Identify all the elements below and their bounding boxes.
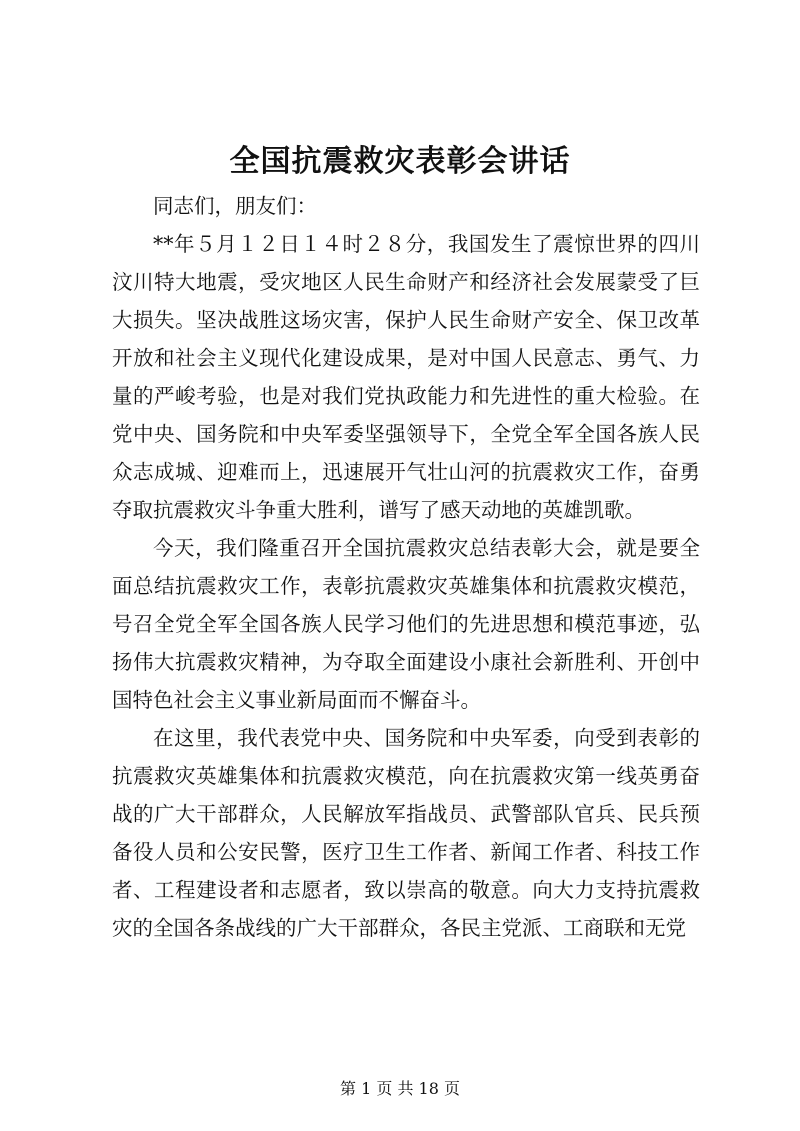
page-number-footer: 第 1 页 共 18 页 bbox=[340, 1079, 460, 1098]
greeting-line: 同志们，朋友们： bbox=[153, 194, 317, 218]
document-body bbox=[112, 187, 700, 947]
paragraph-1: **年５月１２日１４时２８分，我国发生了震惊世界的四川汶川特大地震，受灾地区人民生命财产和经济社会发展蒙受了巨大损失。坚决战胜这场灾害，保护人民生命财产安全、保卫改革开放和社会主义现代化建设成果，是对中国人民意志、勇气、力量的严峻考验，也是对我们党执政能力和先进性的重大检验。在党中央、国务院和中央军委坚强领导下，全党全军全国各族人民众志成城、迎难而上，迅速展开气壮山河的抗震救灾工作，奋勇夺取抗震救灾斗争重大胜利，谱写了感天动地的英雄凯歌。 bbox=[112, 232, 700, 522]
paragraph-2: 今天，我们隆重召开全国抗震救灾总结表彰大会，就是要全面总结抗震救灾工作，表彰抗震救灾英雄集体和抗震救灾模范，号召全党全军全国各族人民学习他们的先进思想和模范事迹，弘扬伟大抗震救灾精神，为夺取全面建设小康社会新胜利、开创中国特色社会主义事业新局面而不懈奋斗。 bbox=[112, 536, 700, 712]
document-title: 全国抗震救灾表彰会讲话 bbox=[229, 144, 571, 179]
paragraph-3: 在这里，我代表党中央、国务院和中央军委，向受到表彰的抗震救灾英雄集体和抗震救灾模范，向在抗震救灾第一线英勇奋战的广大干部群众，人民解放军指战员、武警部队官兵、民兵预备役人员和公安民警，医疗卫生工作者、新闻工作者、科技工作者、工程建设者和志愿者，致以崇高的敬意。向大力支持抗震救灾的全国各条战线的广大干部群众，各民主党派、工商联和无党 bbox=[112, 726, 700, 940]
